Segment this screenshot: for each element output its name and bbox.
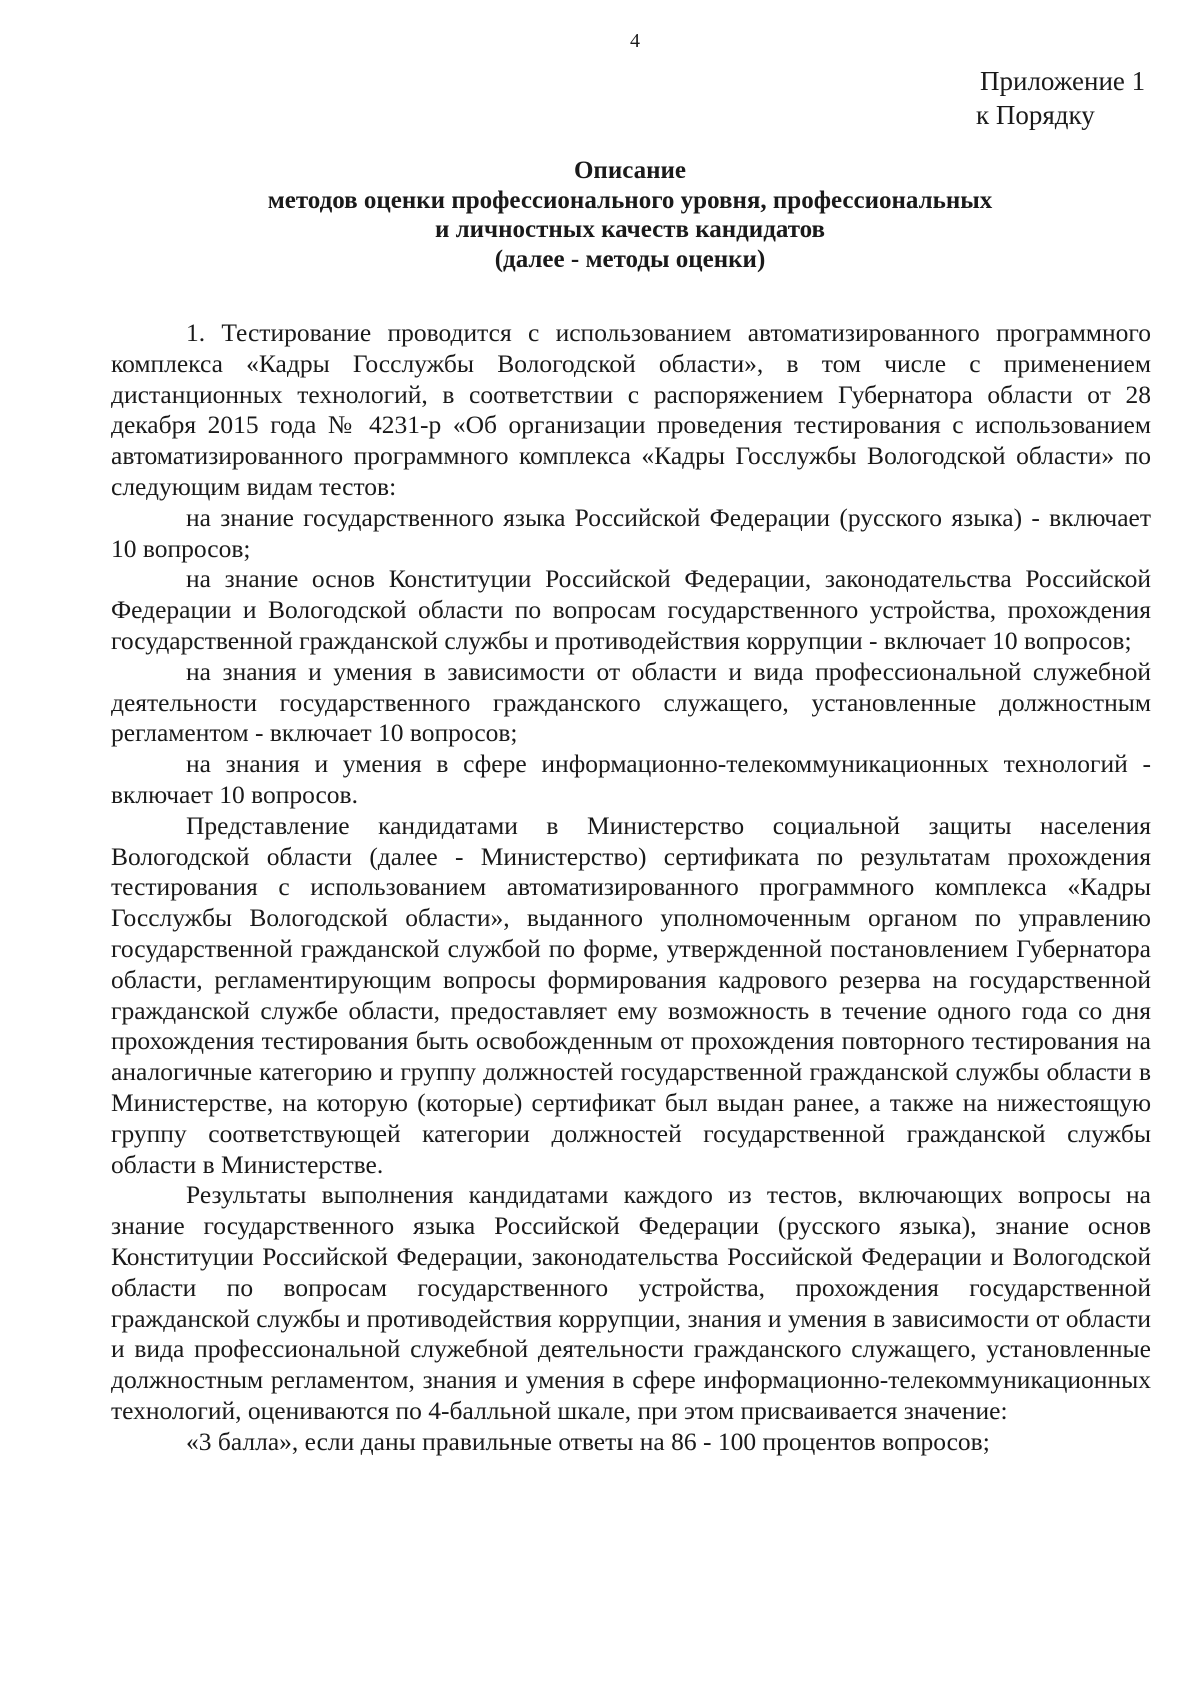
- appendix-reference: [976, 64, 1146, 132]
- paragraph-score-3: «3 балла», если даны правильные ответы на 86 - 100 процентов вопросов;: [186, 1426, 990, 1456]
- paragraph-certificate: Представление кандидатами в Министерство социальной защиты населения Вологодской области (далее - Министерство) сертификата по результатам прохождения тестирования с использованием автоматизированного программного комплекса «Кадры Госслужбы Вологодской области», выданного уполномоченным органом по управлению государственной гражданской службой по форме, утвержденной постановлением Губернатора области, регламентирующим вопросы формирования кадрового резерва на государственной гражданской службе области, предоставляет ему возможность в течение одного года со дня прохождения тестирования быть освобожденным от прохождения повторного тестирования на аналогичные категорию и группу должностей государственной гражданской службы области в Министерстве, на которую (которые) сертификат был выдан ранее, а также на нижестоящую группу соответствующей категории должностей государственной гражданской службы области в Министерстве.: [111, 810, 1151, 1179]
- paragraph-test-language: на знание государственного языка Российской Федерации (русского языка) - включает 10 вопросов;: [111, 502, 1151, 563]
- document-title: [200, 156, 1060, 274]
- title-line-2: методов оценки профессионального уровня, профессиональных: [267, 186, 993, 214]
- paragraph-test-it: на знания и умения в сфере информационно-телекоммуникационных технологий - включает 10 вопросов.: [111, 749, 1151, 809]
- title-line-3: и личностных качеств кандидатов: [434, 216, 826, 243]
- paragraph-results: Результаты выполнения кандидатами каждого из тестов, включающих вопросы на знание государственного языка Российской Федерации (русского языка), знание основ Конституции Российской Федерации, законодательства Российской Федерации и Вологодской области по вопросам государственного устройства, прохождения государственной гражданской службы и противодействия коррупции, знания и умения в зависимости от области и вида профессиональной служебной деятельности гражданского служащего, установленные должностным регламентом, знания и умения в сфере информационно-телекоммуникационных технологий, оцениваются по 4-балльной шкале, при этом присваивается значение:: [111, 1180, 1151, 1425]
- paragraph-testing-intro: 1. Тестирование проводится с использованием автоматизированного программного комплекса «Кадры Госслужбы Вологодской области», в том числе с применением дистанционных технологий, в соответствии с распоряжением Губернатора области от 28 декабря 2015 года № 4231-р «Об организации проведения тестирования с использованием автоматизированного программного комплекса «Кадры Госслужбы Вологодской области» по следующим видам тестов:: [111, 318, 1151, 501]
- title-line-4: (далее - методы оценки): [494, 245, 766, 273]
- document-body: [111, 318, 1151, 1457]
- paragraph-test-constitution: на знание основ Конституции Российской Федерации, законодательства Российской Федерации и Вологодской области по вопросам государственного устройства, прохождения государственной гражданской службы и противодействия коррупции - включает 10 вопросов;: [111, 564, 1151, 655]
- appendix-line-1: Приложение 1: [980, 66, 1146, 96]
- paragraph-test-professional: на знания и умения в зависимости от области и вида профессиональной служебной деятельности государственного гражданского служащего, установленные должностным регламентом - включает 10 вопросов;: [111, 656, 1151, 748]
- appendix-line-2: к Порядку: [976, 100, 1095, 130]
- page-number: 4: [630, 30, 640, 52]
- title-line-1: Описание: [573, 157, 687, 184]
